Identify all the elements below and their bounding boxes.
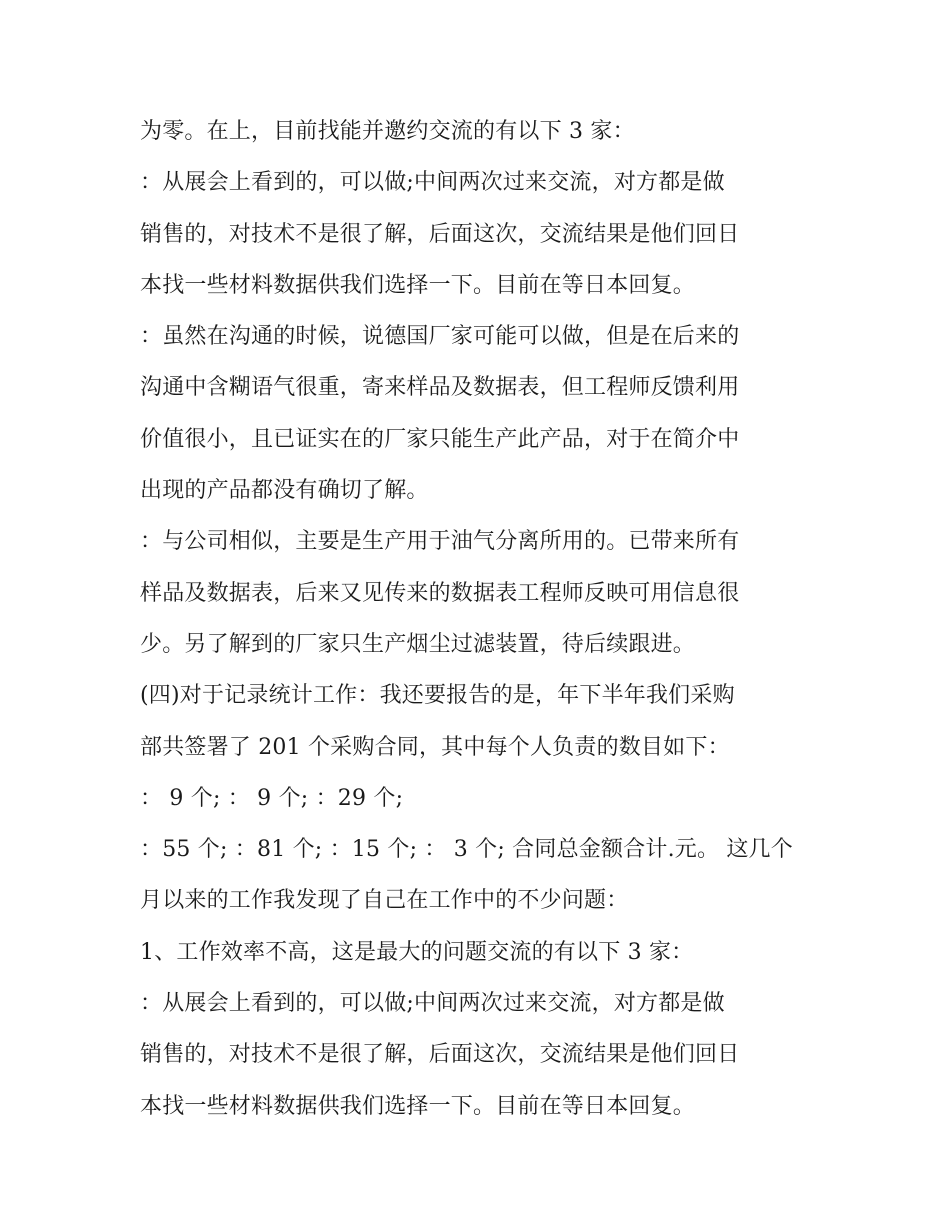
text-line-11: 少。另了解到的厂家只生产烟尘过滤装置，待后续跟进。 <box>140 631 696 657</box>
text-line-2: ：从展会上看到的，可以做;中间两次过来交流，对方都是做 <box>140 170 725 196</box>
text-line-13: 部共签署了 201 个采购合同，其中每个人负责的数目如下： <box>140 734 730 760</box>
text-line-6: 沟通中含糊语气很重，寄来样品及数据表，但工程师反馈利用 <box>140 375 740 401</box>
text-line-8: 出现的产品都没有确切了解。 <box>140 478 429 504</box>
text-line-7: 价值很小，且已证实在的厂家只能生产此产品，对于在简介中 <box>140 426 740 452</box>
text-line-20: 本找一些材料数据供我们选择一下。目前在等日本回复。 <box>140 1093 696 1119</box>
text-line-4: 本找一些材料数据供我们选择一下。目前在等日本回复。 <box>140 272 696 298</box>
text-line-17: 1、工作效率不高，这是最大的问题交流的有以下 3 家： <box>140 939 694 965</box>
text-line-15: ：55 个; ：81 个; ：15 个; ： 3 个; 合同总金额合计.元。 这几个 <box>140 837 793 863</box>
text-line-12: (四)对于记录统计工作：我还要报告的是，年下半年我们采购 <box>140 683 735 709</box>
text-line-1: 为零。在上，目前找能并邀约交流的有以下 3 家： <box>140 119 635 144</box>
text-line-16: 月以来的工作我发现了自己在工作中的不少问题： <box>140 888 629 914</box>
text-line-5: ：虽然在沟通的时候，说德国厂家可能可以做，但是在后来的 <box>140 324 740 350</box>
document-body <box>140 106 820 1132</box>
text-line-19: 销售的，对技术不是很了解，后面这次，交流结果是他们回日 <box>140 1042 740 1068</box>
text-line-9: ：与公司相似，主要是生产用于油气分离所用的。已带来所有 <box>140 529 740 555</box>
text-line-14: ： 9 个; ： 9 个; ：29 个; <box>140 785 404 811</box>
text-line-18: ：从展会上看到的，可以做;中间两次过来交流，对方都是做 <box>140 991 725 1017</box>
text-line-10: 样品及数据表，后来又见传来的数据表工程师反映可用信息很 <box>140 580 740 606</box>
text-line-3: 销售的，对技术不是很了解，后面这次，交流结果是他们回日 <box>140 221 740 247</box>
